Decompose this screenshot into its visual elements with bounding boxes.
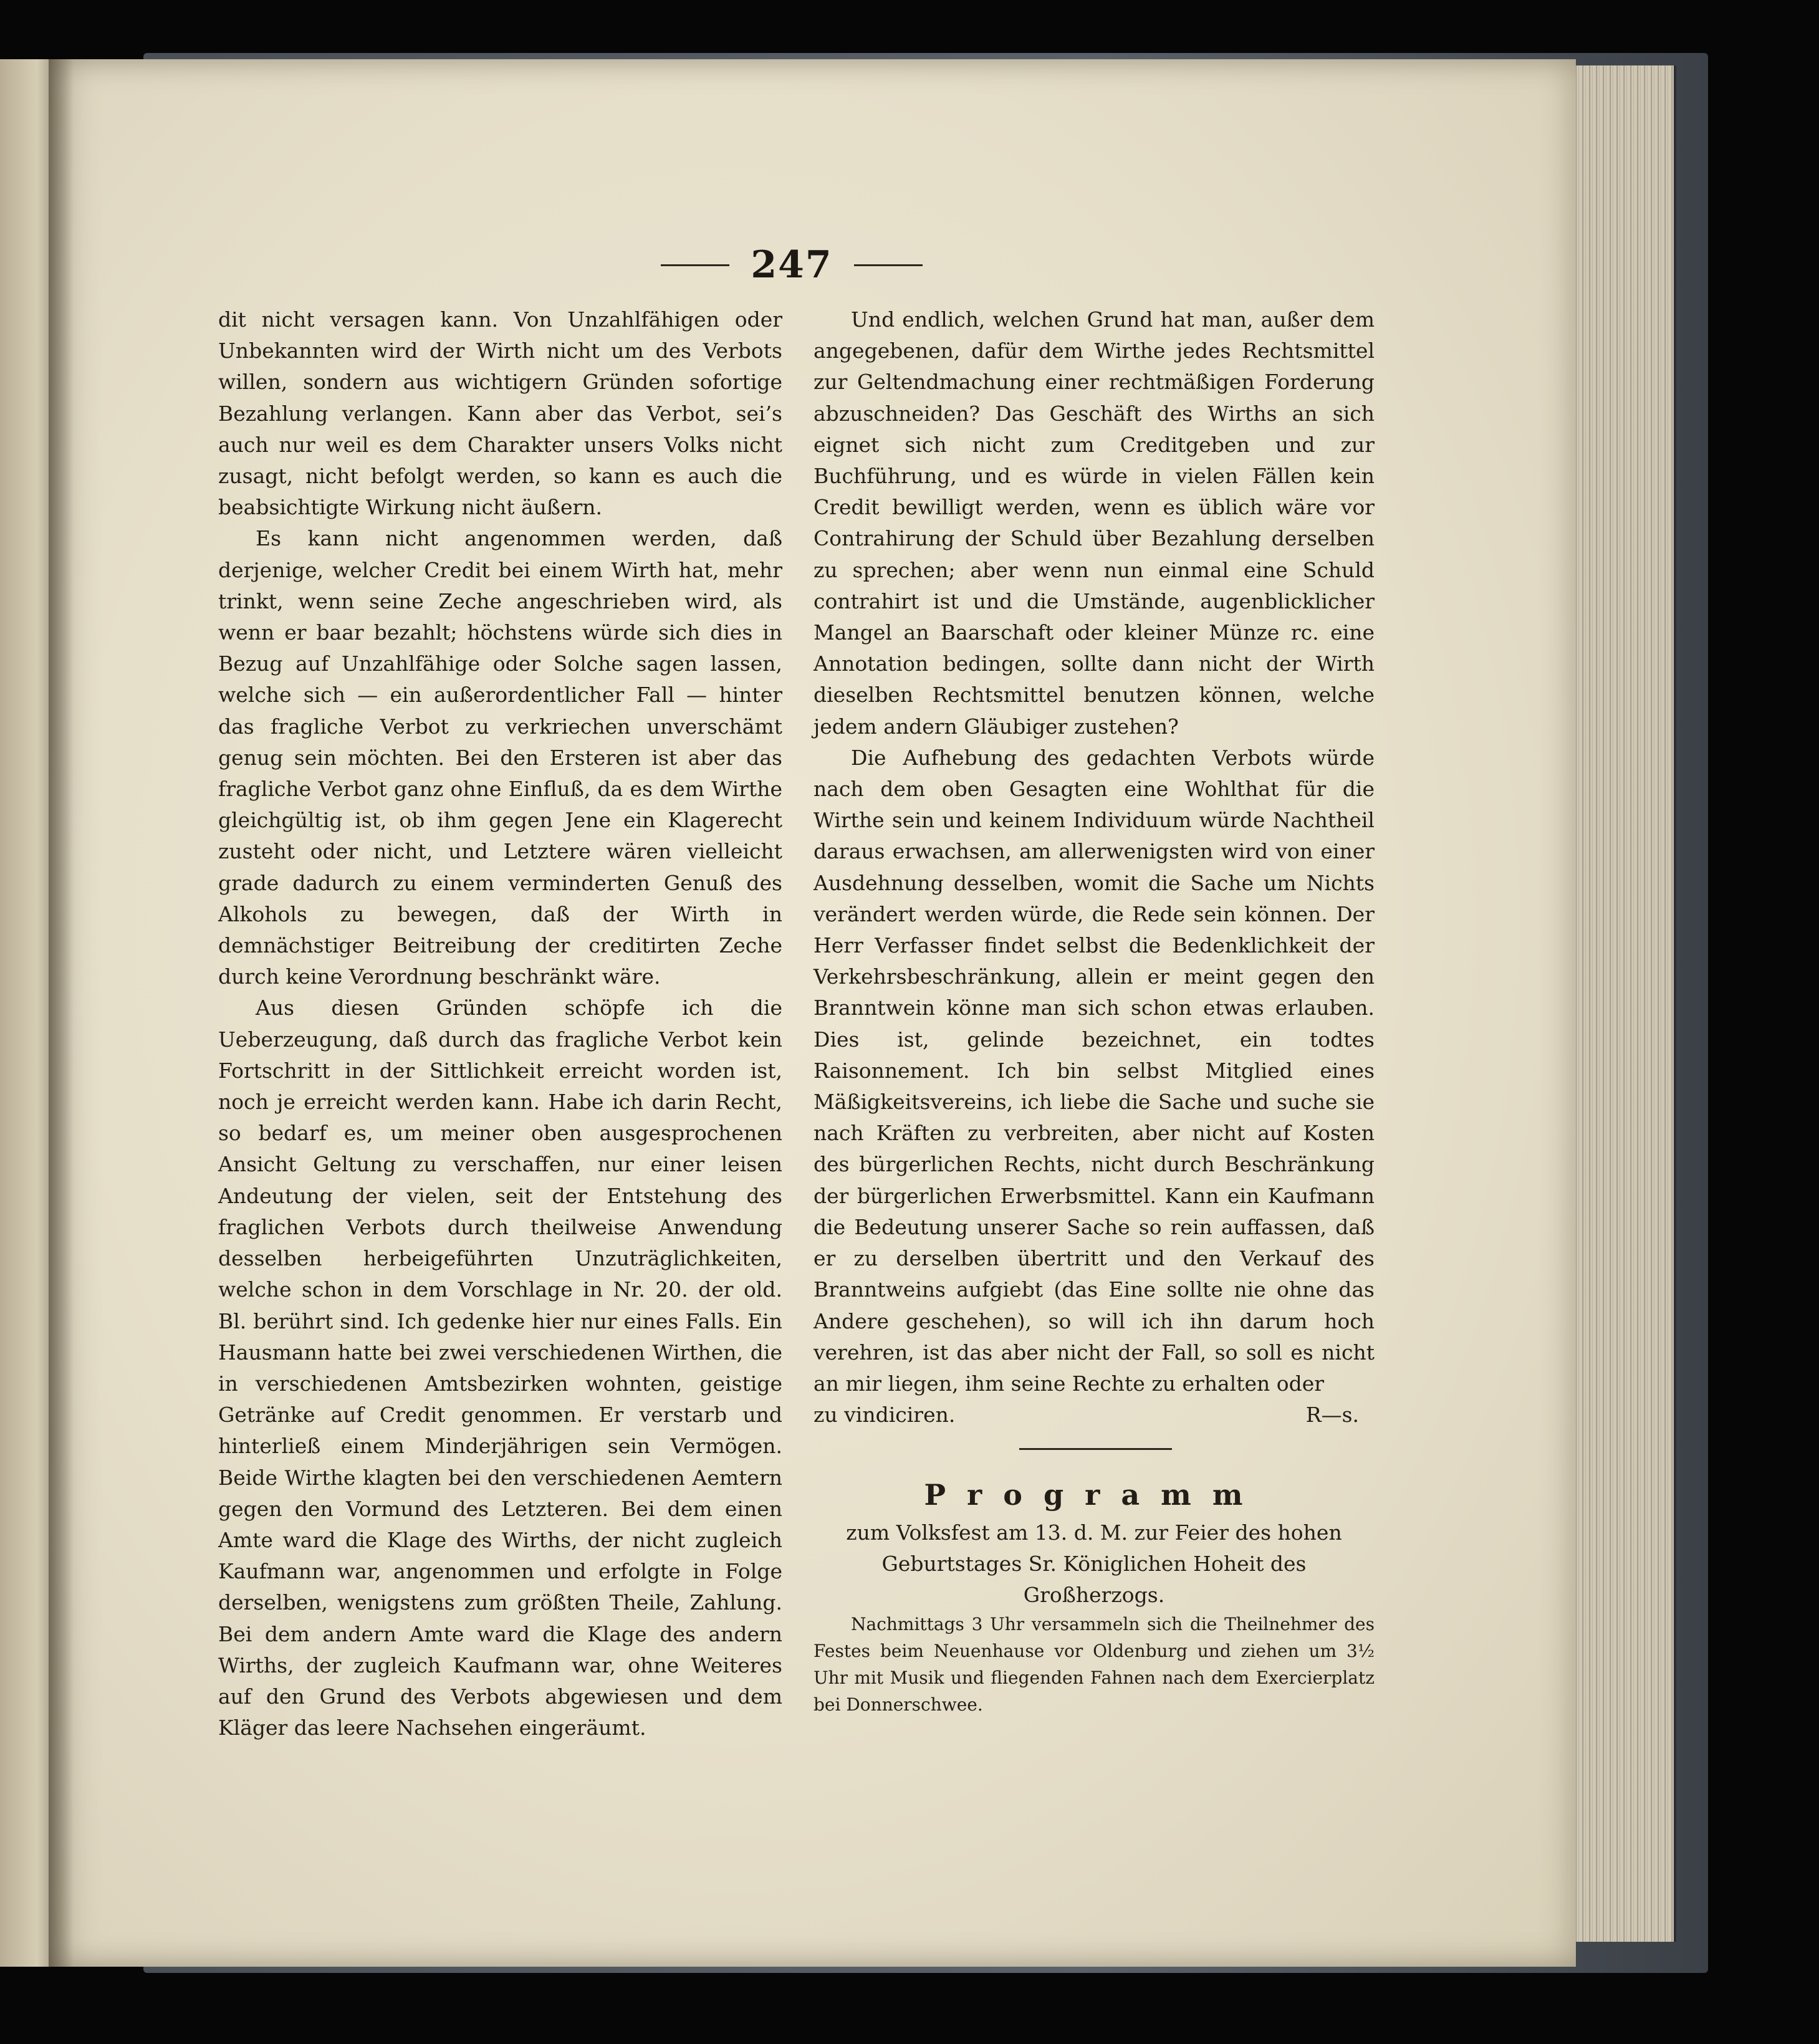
page-block-edge: [1558, 65, 1676, 1942]
section-title: Programm: [924, 1478, 1264, 1512]
closing-line: [814, 1399, 1375, 1431]
header-rule-right: [854, 264, 923, 266]
section-separator: [1019, 1448, 1172, 1450]
paragraph: Die Aufhebung des gedachten Verbots würde nach dem oben Gesagten eine Wohlthat für die Wirthe sein und keinem Individuum würde Nachtheil daraus erwachsen, am allerwenigsten wird von einer Ausdehnung desselben, womit die Sache um Nichts verändert werden würde, die Rede sein können. Der Herr Verfasser findet selbst die Bedenklichkeit der Verkehrsbeschränkung, allein er meint gegen den Branntwein könne man sich schon etwas erlauben. Dies ist, gelinde bezeichnet, ein todtes Raisonnement. Ich bin selbst Mitglied eines Mäßigkeitsvereins, ich liebe die Sache und suche sie nach Kräften zu verbreiten, aber nicht auf Kosten des bürgerlichen Rechts, nicht durch Beschränkung der bürgerlichen Erwerbsmittel. Kann ein Kaufmann die Bedeutung unserer Sache so rein auffassen, daß er zu derselben übertritt und den Verkauf des Branntweins aufgiebt (das Eine sollte nie ohne das Andere geschehen), so will ich ihn darum hoch verehren, ist das aber nicht der Fall, so soll es nicht an mir liegen, ihm seine Rechte zu erhalten oder: [814, 745, 1375, 1396]
paragraph: Aus diesen Gründen schöpfe ich die Ueberzeugung, daß durch das fragliche Verbot kein Fortschritt in der Sittlichkeit erreicht worden ist, noch je erreicht werden kann. Habe ich darin Recht, so bedarf es, um meiner oben ausgesprochenen Ansicht Geltung zu verschaffen, nur einer leisen Andeutung der vielen, seit der Entstehung des fraglichen Verbots durch theilweise Anwendung desselben herbeigeführten Unzuträglichkeiten, welche schon in dem Vorschlage in Nr. 20. der old. Bl. berührt sind. Ich gedenke hier nur eines Falls. Ein Hausmann hatte bei zwei verschiedenen Wirthen, die in verschiedenen Amtsbezirken wohnten, geistige Getränke auf Credit genommen. Er verstarb und hinterließ einem Minderjährigen sein Vermögen. Beide Wirthe klagten bei den verschiedenen Aemtern gegen den Vormund des Letzteren. Bei dem einen Amte ward die Klage des Wirths, der nicht zugleich Kaufmann war, angenommen und erfolgte in Folge derselben, wenigstens zum größten Theile, Zahlung. Bei dem andern Amte ward die Klage des andern Wirths, der zugleich Kaufmann war, ohne Weiteres auf den Grund des Verbots abgewiesen und dem Kläger das leere Nachsehen eingeräumt.: [218, 996, 782, 1740]
previous-page-edge: [0, 59, 53, 1967]
closing-text: zu vindiciren.: [814, 1403, 956, 1427]
author-signature: R—s.: [1305, 1403, 1359, 1427]
paragraph: Es kann nicht angenommen werden, daß derjenige, welcher Credit bei einem Wirth hat, mehr trinkt, wenn seine Zeche angeschrieben wird, als wenn er baar bezahlt; höchstens würde sich dies in Bezug auf Unzahlfähige oder Solche sagen lassen, welche sich — ein außerordentlicher Fall — hinter das fragliche Verbot zu verkriechen unverschämt genug sein möchten. Bei den Ersteren ist aber das fragliche Verbot ganz ohne Einfluß, da es dem Wirthe gleichgültig ist, ob ihm gegen Jene ein Klagerecht zusteht oder nicht, und Letztere wären vielleicht grade dadurch zu einem verminderten Genuß des Alkohols zu bewegen, daß der Wirth in demnächstiger Beitreibung der creditirten Zeche durch keine Verordnung beschränkt wäre.: [218, 526, 782, 989]
right-column: [814, 304, 1375, 1718]
page-number: 247: [751, 243, 833, 287]
paragraph: Und endlich, welchen Grund hat man, außer dem angegebenen, dafür dem Wirthe jedes Rechtsmittel zur Geltendmachung einer rechtmäßigen Forderung abzuschneiden? Das Geschäft des Wirths an sich eignet sich nicht zum Creditgeben und zur Buchführung, und es würde in vielen Fällen kein Credit bewilligt werden, wenn es üblich wäre vor Contrahirung der Schuld über Bezahlung derselben zu sprechen; aber wenn nun einmal eine Schuld contrahirt ist und die Umstände, augenblicklicher Mangel an Baarschaft oder kleiner Münze rc. eine Annotation bedingen, sollte dann nicht der Wirth dieselben Rechtsmittel benutzen können, welche jedem andern Gläubiger zustehen?: [814, 307, 1375, 739]
section-subtitle: zum Volksfest am 13. d. M. zur Feier des hohen Geburtstages Sr. Königlichen Hoheit des Großherzogs.: [846, 1520, 1342, 1608]
header-rule-left: [661, 264, 729, 266]
paragraph: dit nicht versagen kann. Von Unzahlfähigen oder Unbekannten wird der Wirth nicht um des Verbots willen, sondern aus wichtigern Gründen sofortige Bezahlung verlangen. Kann aber das Verbot, sei’s auch nur weil es dem Charakter unsers Volks nicht zusagt, nicht befolgt werden, so kann es auch die beabsichtigte Wirkung nicht äußern.: [218, 307, 782, 520]
page-gutter-shadow: [49, 59, 74, 1967]
left-column: [218, 304, 782, 1744]
page-header: [623, 240, 960, 290]
programme-notice: Nachmittags 3 Uhr versammeln sich die Theilnehmer des Festes beim Neuenhause vor Oldenburg und ziehen um 3½ Uhr mit Musik und fliegenden Fahnen nach dem Exercierplatz bei Donnerschwee.: [814, 1614, 1375, 1715]
